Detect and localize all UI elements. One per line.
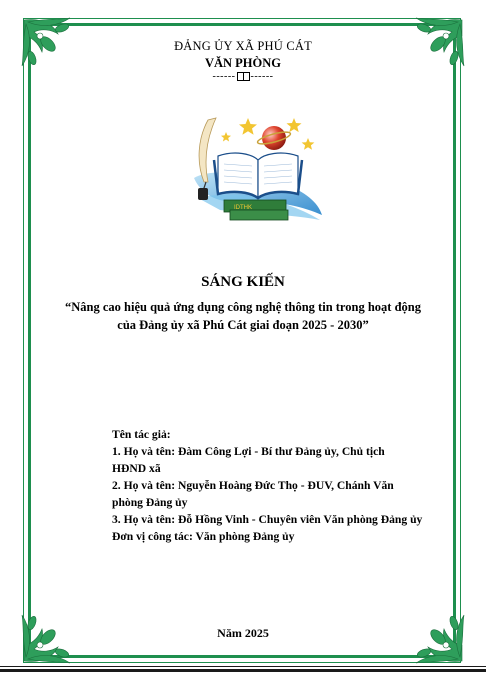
- author-1-line-2: HĐND xã: [112, 462, 161, 475]
- divider-right: ------: [250, 71, 274, 82]
- book-divider-icon: [237, 72, 250, 81]
- office-name: VĂN PHÒNG: [204, 56, 282, 70]
- document-year: Năm 2025: [217, 626, 269, 640]
- authors-heading: Tên tác giả:: [112, 428, 171, 441]
- work-unit: Đơn vị công tác: Văn phòng Đảng ủy: [112, 530, 295, 543]
- author-1-line-1: 1. Họ và tên: Đàm Công Lợi - Bí thư Đảng ủy, Chủ tịch: [112, 445, 385, 458]
- book-spine-text: IDTHK: [234, 205, 252, 211]
- header-divider: [0, 71, 486, 82]
- open-book-quill-illustration: [190, 110, 325, 240]
- subject-line-2: của Đảng ủy xã Phú Cát giai đoạn 2025 - 2030”: [117, 318, 369, 332]
- author-2-line-2: phòng Đảng ủy: [112, 496, 188, 509]
- page-bottom-line: [0, 669, 486, 672]
- author-3-line-1: 3. Họ và tên: Đỗ Hồng Vinh - Chuyên viên Văn phòng Đảng ủy: [112, 513, 423, 526]
- author-2-line-1: 2. Họ và tên: Nguyễn Hoàng Đức Thọ - ĐUV, Chánh Văn: [112, 479, 394, 492]
- organization-name: ĐẢNG ỦY XÃ PHÚ CÁT: [174, 39, 312, 53]
- divider-left: ------: [212, 71, 236, 82]
- subject-line-1: “Nâng cao hiệu quả ứng dụng công nghệ thông tin trong hoạt động: [65, 300, 421, 314]
- authors-block: [112, 426, 442, 545]
- document-type-title: SÁNG KIẾN: [201, 274, 285, 290]
